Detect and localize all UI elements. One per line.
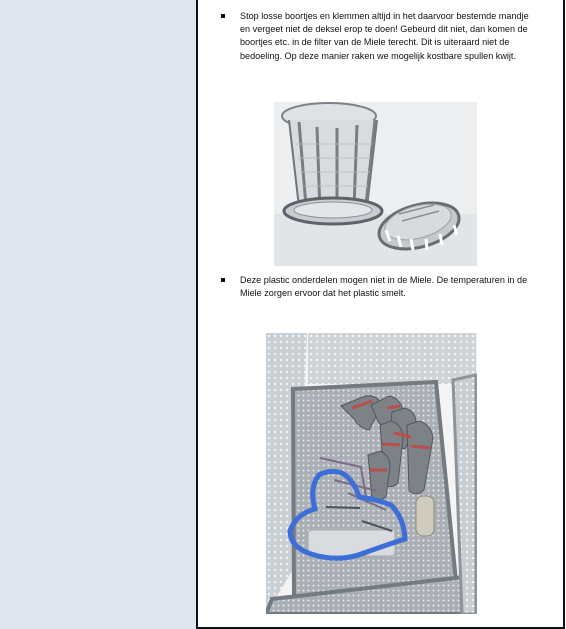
square-bullet-icon (221, 278, 225, 282)
left-sidebar-column (0, 0, 198, 629)
document-content (221, 10, 539, 63)
loose-drills-instruction-text: Stop losse boortjes en klemmen altijd in het daarvoor bestemde mandje en vergeet niet de deksel erop te doen! Gebeurd dit niet, dan komen de boortjes etc. in de filter van de Miele terecht. Dit is uiteraard niet de bedoeling. Op deze manier raken we mogelijk kostbare spullen kwijt. (240, 11, 529, 61)
plastic-parts-basket-photo (266, 333, 477, 614)
drill-basket-and-lid-image (274, 102, 477, 266)
metal-basket-with-plastic-parts-image (266, 333, 477, 614)
bullet-item-plastic-parts (221, 274, 539, 300)
square-bullet-icon (221, 14, 225, 18)
right-border (563, 0, 565, 629)
second-bullet-content (221, 274, 539, 300)
drill-basket-photo (274, 102, 477, 266)
bullet-item-loose-drills (221, 10, 539, 63)
plastic-parts-warning-text: Deze plastic onderdelen mogen niet in de Miele. De temperaturen in de Miele zorgen ervoor dat het plastic smelt. (240, 275, 528, 299)
